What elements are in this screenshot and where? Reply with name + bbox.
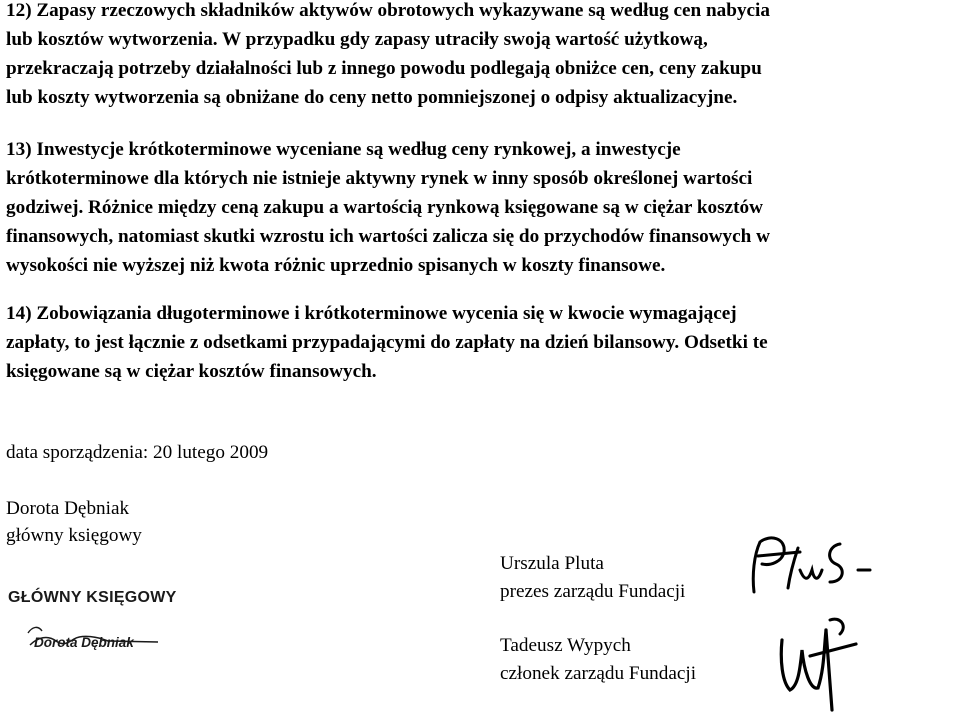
paragraph-line: przekraczają potrzeby działalności lub z innego powodu podlegają obniżce cen, ceny zakupu bbox=[6, 58, 762, 79]
paragraph-line: finansowych, natomiast skutki wzrostu ich wartości zalicza się do przychodów finansowych w bbox=[6, 226, 770, 247]
stamp-signature-scribble bbox=[8, 585, 208, 665]
accountant-role: główny księgowy bbox=[6, 525, 142, 546]
paragraph-line: 13) Inwestycje krótkoterminowe wyceniane są według ceny rynkowej, a inwestycje bbox=[6, 139, 681, 160]
policy-paragraph-12 bbox=[6, 0, 958, 112]
board-member-signature bbox=[770, 610, 860, 720]
president-role: prezes zarządu Fundacji bbox=[500, 581, 686, 602]
accountant-stamp bbox=[8, 585, 208, 665]
paragraph-line: wysokości nie wyższej niż kwota różnic uprzednio spisanych w koszty finansowe. bbox=[6, 255, 666, 276]
paragraph-line: godziwej. Różnice między ceną zakupu a wartością rynkową księgowane są w ciężar kosztów bbox=[6, 197, 763, 218]
paragraph-line: 14) Zobowiązania długoterminowe i krótkoterminowe wycenia się w kwocie wymagającej bbox=[6, 303, 737, 324]
president-name: Urszula Pluta bbox=[500, 553, 604, 574]
board-member-role: członek zarządu Fundacji bbox=[500, 663, 697, 684]
accountant-name: Dorota Dębniak bbox=[6, 498, 130, 519]
board-member-name: Tadeusz Wypych bbox=[500, 635, 631, 656]
preparation-date: data sporządzenia: 20 lutego 2009 bbox=[6, 442, 269, 463]
paragraph-line: księgowane są w ciężar kosztów finansowych. bbox=[6, 361, 377, 382]
paragraph-line: lub koszty wytworzenia są obniżane do ceny netto pomniejszonej o odpisy aktualizacyjne. bbox=[6, 87, 738, 108]
policy-paragraph-14 bbox=[6, 299, 958, 386]
president-signature bbox=[740, 530, 880, 605]
stamp-name: Dorota Dębniak bbox=[34, 635, 134, 650]
policy-paragraph-13 bbox=[6, 135, 958, 280]
paragraph-line: zapłaty, to jest łącznie z odsetkami przypadającymi do zapłaty na dzień bilansowy. Odsetki te bbox=[6, 332, 768, 353]
paragraph-line: krótkoterminowe dla których nie istnieje aktywny rynek w inny sposób określonej wartości bbox=[6, 168, 753, 189]
paragraph-line: lub kosztów wytworzenia. W przypadku gdy zapasy utraciły swoją wartość użytkową, bbox=[6, 29, 708, 50]
paragraph-line: 12) Zapasy rzeczowych składników aktywów obrotowych wykazywane są według cen nabycia bbox=[6, 0, 770, 21]
stamp-title: GŁÓWNY KSIĘGOWY bbox=[8, 589, 177, 606]
